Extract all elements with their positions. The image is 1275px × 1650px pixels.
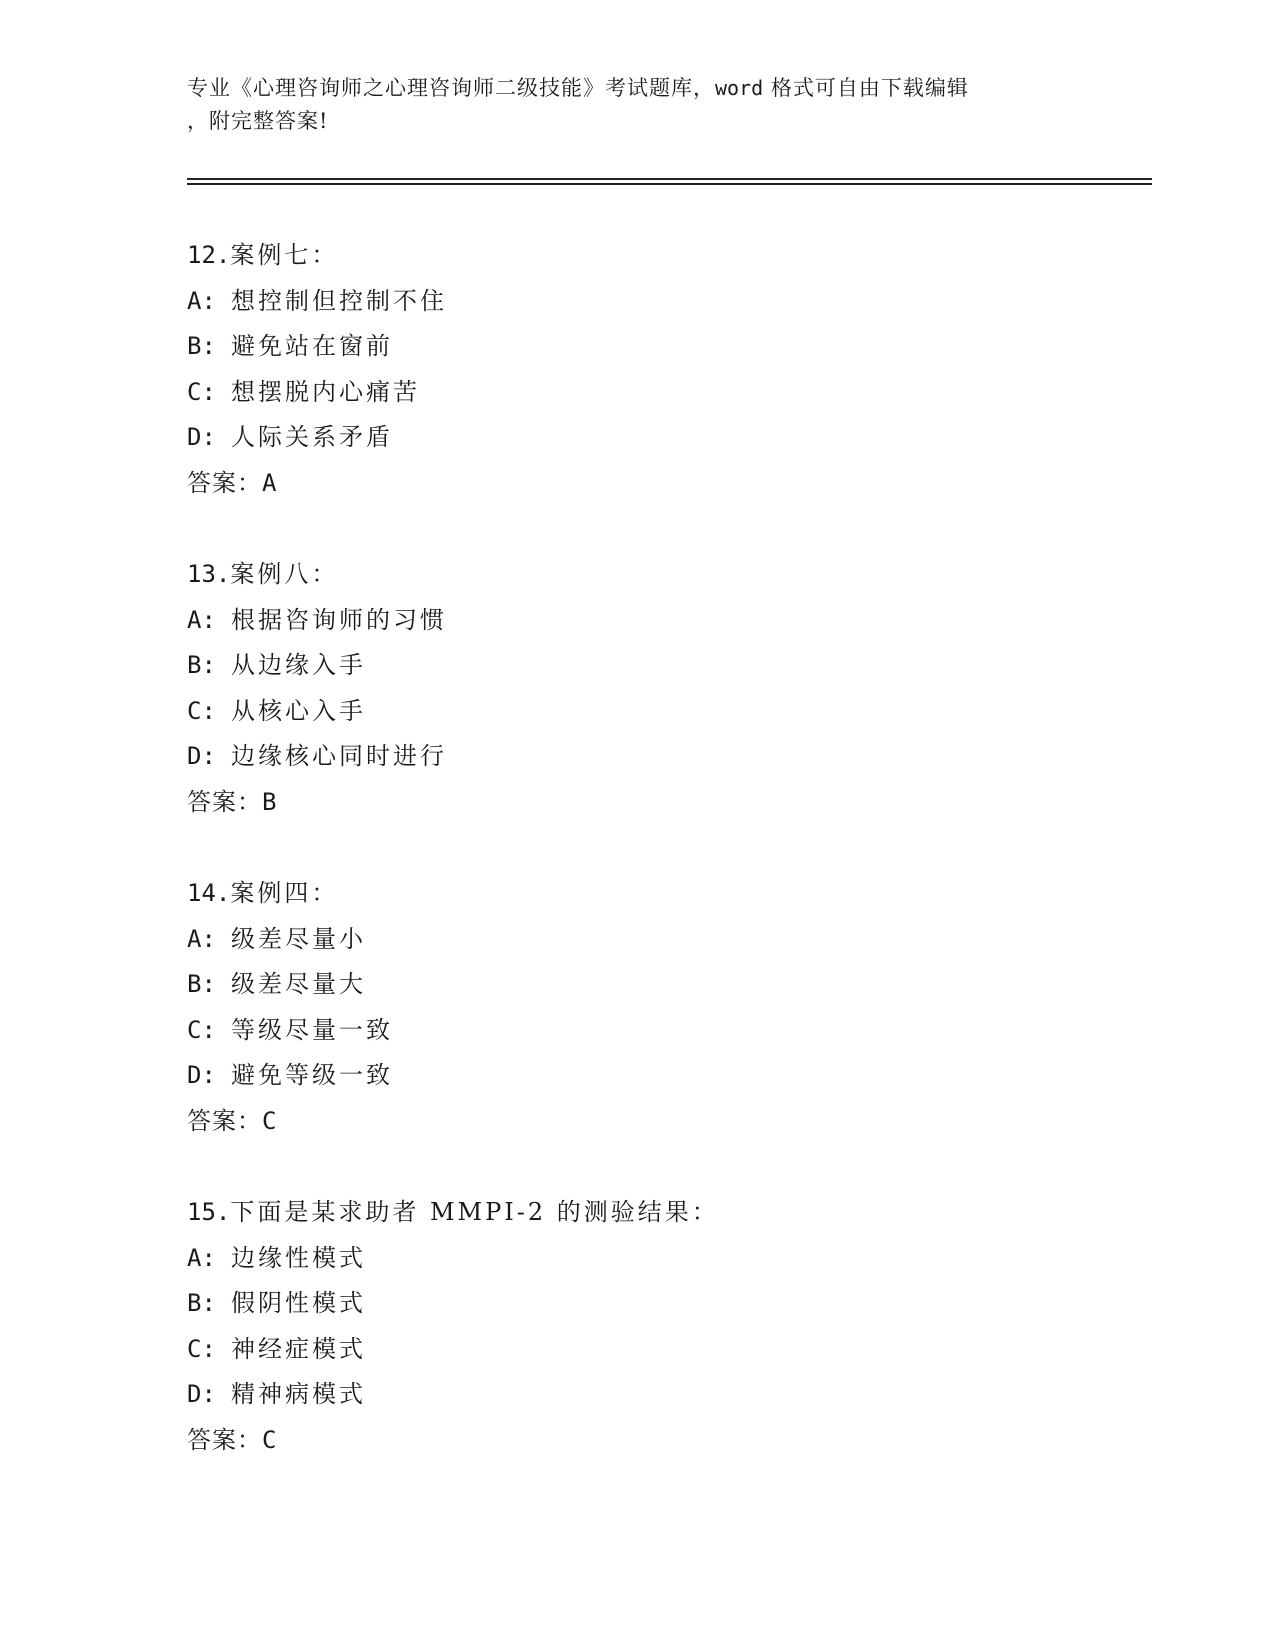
option-key: D: bbox=[187, 423, 216, 451]
option-a bbox=[187, 1236, 1087, 1282]
question-number: 13. bbox=[187, 560, 231, 588]
option-key: B: bbox=[187, 332, 216, 360]
option-text: 边缘核心同时进行 bbox=[231, 742, 447, 770]
option-c bbox=[187, 370, 1087, 416]
option-d bbox=[187, 734, 1087, 780]
option-d bbox=[187, 415, 1087, 461]
question-stem bbox=[187, 552, 1087, 598]
option-text: 神经症模式 bbox=[231, 1334, 366, 1363]
question-text: 下面是某求助者 MMPI-2 的测验结果： bbox=[230, 1198, 719, 1226]
header-title-suffix: 格式可自由下载编辑 bbox=[763, 76, 969, 100]
option-key: A: bbox=[187, 924, 216, 953]
answer-value: A bbox=[262, 468, 277, 497]
option-c bbox=[187, 1327, 1087, 1373]
option-text: 从核心入手 bbox=[231, 696, 366, 725]
question-number: 14. bbox=[187, 879, 231, 907]
option-text: 边缘性模式 bbox=[231, 1243, 366, 1272]
option-c bbox=[187, 1008, 1087, 1054]
question-text: 案例八： bbox=[230, 560, 339, 588]
option-text: 假阴性模式 bbox=[231, 1289, 366, 1317]
answer-label: 答案： bbox=[187, 1425, 262, 1454]
answer-label: 答案： bbox=[187, 468, 262, 497]
option-a bbox=[187, 279, 1087, 325]
answer-value: B bbox=[262, 787, 277, 816]
question-text: 案例七： bbox=[230, 241, 339, 269]
option-text: 精神病模式 bbox=[231, 1380, 366, 1408]
answer-value: C bbox=[262, 1106, 277, 1135]
answer-line bbox=[187, 461, 1087, 507]
option-key: B: bbox=[187, 970, 216, 998]
option-text: 级差尽量大 bbox=[231, 970, 366, 998]
option-key: D: bbox=[187, 1380, 216, 1408]
answer-line bbox=[187, 780, 1087, 826]
question-13 bbox=[187, 552, 1087, 825]
option-key: D: bbox=[187, 1061, 216, 1089]
option-text: 从边缘入手 bbox=[231, 651, 366, 679]
option-b bbox=[187, 324, 1087, 370]
option-text: 想摆脱内心痛苦 bbox=[231, 377, 420, 406]
option-b bbox=[187, 962, 1087, 1008]
answer-line bbox=[187, 1418, 1087, 1464]
option-key: C: bbox=[187, 696, 216, 725]
answer-label: 答案： bbox=[187, 1106, 262, 1135]
option-a bbox=[187, 917, 1087, 963]
option-key: A: bbox=[187, 605, 216, 634]
option-text: 避免等级一致 bbox=[231, 1061, 393, 1089]
option-b bbox=[187, 643, 1087, 689]
question-stem bbox=[187, 1190, 1087, 1236]
option-text: 等级尽量一致 bbox=[231, 1015, 393, 1044]
option-text: 人际关系矛盾 bbox=[231, 423, 393, 451]
document-header bbox=[187, 72, 1087, 138]
option-key: A: bbox=[187, 286, 216, 315]
option-d bbox=[187, 1372, 1087, 1418]
header-line-1 bbox=[187, 72, 1087, 105]
option-key: C: bbox=[187, 377, 216, 406]
answer-line bbox=[187, 1099, 1087, 1145]
option-c bbox=[187, 689, 1087, 735]
header-divider-bottom bbox=[187, 183, 1152, 185]
option-a bbox=[187, 598, 1087, 644]
question-text: 案例四： bbox=[230, 879, 339, 907]
question-stem bbox=[187, 233, 1087, 279]
option-text: 避免站在窗前 bbox=[231, 332, 393, 360]
option-key: C: bbox=[187, 1015, 216, 1044]
option-key: B: bbox=[187, 1289, 216, 1317]
option-key: A: bbox=[187, 1243, 216, 1272]
header-title-prefix: 专业《心理咨询师之心理咨询师二级技能》考试题库， bbox=[187, 76, 715, 100]
option-b bbox=[187, 1281, 1087, 1327]
answer-value: C bbox=[262, 1425, 277, 1454]
header-line-2: ，附完整答案! bbox=[187, 109, 329, 133]
question-14 bbox=[187, 871, 1087, 1144]
option-d bbox=[187, 1053, 1087, 1099]
option-text: 根据咨询师的习惯 bbox=[231, 605, 447, 634]
option-key: D: bbox=[187, 742, 216, 770]
question-12 bbox=[187, 233, 1087, 506]
option-key: B: bbox=[187, 651, 216, 679]
question-number: 15. bbox=[187, 1198, 231, 1226]
question-15 bbox=[187, 1190, 1087, 1463]
answer-label: 答案： bbox=[187, 787, 262, 816]
option-text: 想控制但控制不住 bbox=[231, 286, 447, 315]
header-word-format: word bbox=[715, 76, 764, 100]
option-key: C: bbox=[187, 1334, 216, 1363]
question-number: 12. bbox=[187, 241, 231, 269]
option-text: 级差尽量小 bbox=[231, 924, 366, 953]
question-stem bbox=[187, 871, 1087, 917]
header-divider-top bbox=[187, 178, 1152, 180]
